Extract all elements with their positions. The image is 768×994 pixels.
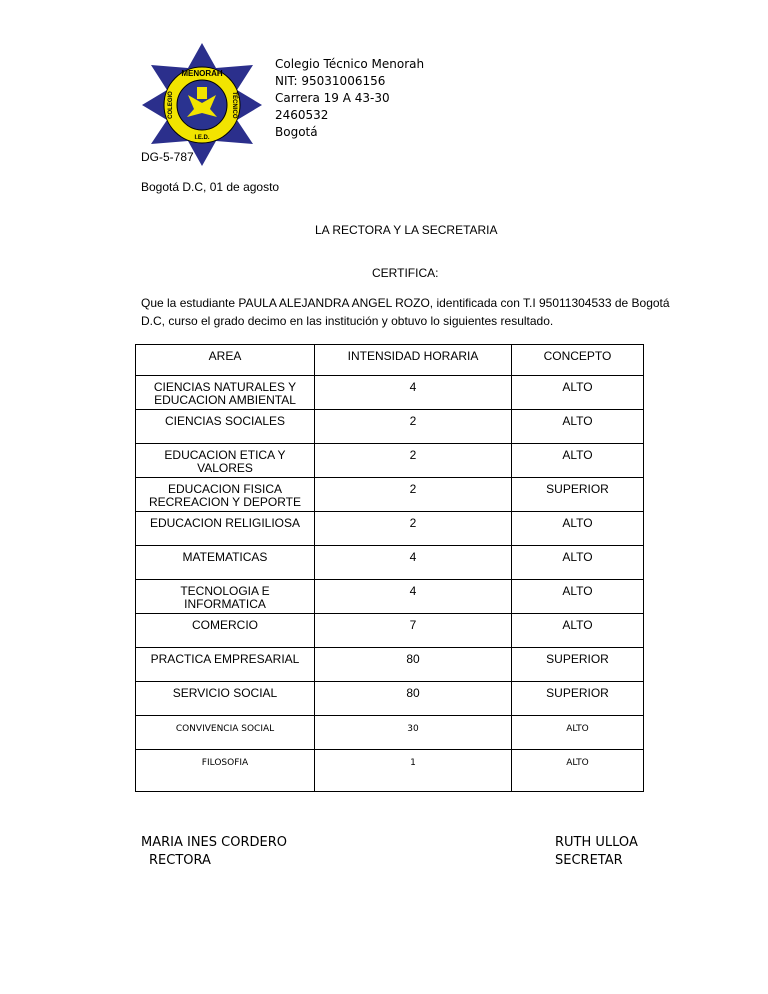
row-concept: ALTO xyxy=(512,580,644,614)
school-name: Colegio Técnico Menorah xyxy=(275,57,425,71)
row-hours: 4 xyxy=(315,546,512,580)
secretary-role: SECRETAR xyxy=(555,853,623,868)
table-row xyxy=(136,648,644,682)
row-hours: 4 xyxy=(315,580,512,614)
row-concept: ALTO xyxy=(512,512,644,546)
row-hours: 2 xyxy=(315,512,512,546)
logo-bottom-text: I.E.D. xyxy=(194,135,210,141)
column-header-hours: INTENSIDAD HORARIA xyxy=(315,345,512,376)
row-hours: 2 xyxy=(315,410,512,444)
school-address: Carrera 19 A 43-30 xyxy=(275,91,390,105)
logo-left-text: COLEGIO xyxy=(168,91,174,119)
column-header-area: AREA xyxy=(136,345,315,376)
row-area: PRACTICA EMPRESARIAL xyxy=(136,648,315,682)
table-row xyxy=(136,546,644,580)
body-line-1: Que la estudiante PAULA ALEJANDRA ANGEL ROZO, identificada con T.I 95011304533 de Bogotá xyxy=(141,296,670,310)
row-area: FILOSOFIA xyxy=(136,750,315,792)
row-concept: SUPERIOR xyxy=(512,682,644,716)
row-concept: SUPERIOR xyxy=(512,478,644,512)
certifica-label: CERTIFICA: xyxy=(372,266,439,280)
row-hours: 30 xyxy=(315,716,512,750)
row-area: CIENCIAS NATURALES Y EDUCACION AMBIENTAL xyxy=(136,376,315,410)
row-area: EDUCACION ETICA Y VALORES xyxy=(136,444,315,478)
row-hours: 2 xyxy=(315,444,512,478)
row-area: TECNOLOGIA E INFORMATICA xyxy=(136,580,315,614)
rector-role: RECTORA xyxy=(149,853,211,868)
table-row xyxy=(136,512,644,546)
certificate-heading: LA RECTORA Y LA SECRETARIA xyxy=(315,223,498,237)
row-concept: ALTO xyxy=(512,376,644,410)
row-hours: 2 xyxy=(315,478,512,512)
table-row xyxy=(136,750,644,792)
date-line: Bogotá D.C, 01 de agosto xyxy=(141,180,280,194)
row-area: SERVICIO SOCIAL xyxy=(136,682,315,716)
school-phone: 2460532 xyxy=(275,108,329,122)
row-hours: 80 xyxy=(315,682,512,716)
school-city: Bogotá xyxy=(275,125,318,139)
table-row xyxy=(136,716,644,750)
table-row xyxy=(136,682,644,716)
row-area: EDUCACION FISICA RECREACION Y DEPORTE xyxy=(136,478,315,512)
table-row xyxy=(136,614,644,648)
row-hours: 4 xyxy=(315,376,512,410)
logo-top-text: MENORAH xyxy=(181,69,223,78)
table-row xyxy=(136,410,644,444)
row-area: MATEMATICAS xyxy=(136,546,315,580)
column-header-concept: CONCEPTO xyxy=(512,345,644,376)
row-area: CIENCIAS SOCIALES xyxy=(136,410,315,444)
row-concept: ALTO xyxy=(512,444,644,478)
logo-right-text: TÉCNICO xyxy=(231,91,237,119)
row-concept: ALTO xyxy=(512,546,644,580)
school-logo xyxy=(141,43,263,166)
row-hours: 1 xyxy=(315,750,512,792)
row-hours: 7 xyxy=(315,614,512,648)
body-line-2: D.C, curso el grado decimo en las institución y obtuvo lo siguientes resultado. xyxy=(141,314,554,328)
row-concept: ALTO xyxy=(512,750,644,792)
rector-name: MARIA INES CORDERO xyxy=(141,835,287,850)
row-concept: ALTO xyxy=(512,410,644,444)
row-concept: ALTO xyxy=(512,614,644,648)
table-row xyxy=(136,376,644,410)
secretary-name: RUTH ULLOA xyxy=(555,835,638,850)
row-area: EDUCACION RELIGILIOSA xyxy=(136,512,315,546)
row-hours: 80 xyxy=(315,648,512,682)
row-area: CONVIVENCIA SOCIAL xyxy=(136,716,315,750)
row-area: COMERCIO xyxy=(136,614,315,648)
table-header-row xyxy=(136,345,644,376)
table-row xyxy=(136,444,644,478)
grades-table xyxy=(135,344,644,792)
school-nit: NIT: 95031006156 xyxy=(275,74,386,88)
row-concept: SUPERIOR xyxy=(512,648,644,682)
table-row xyxy=(136,580,644,614)
table-row xyxy=(136,478,644,512)
row-concept: ALTO xyxy=(512,716,644,750)
document-code: DG-5-787 xyxy=(141,150,194,164)
